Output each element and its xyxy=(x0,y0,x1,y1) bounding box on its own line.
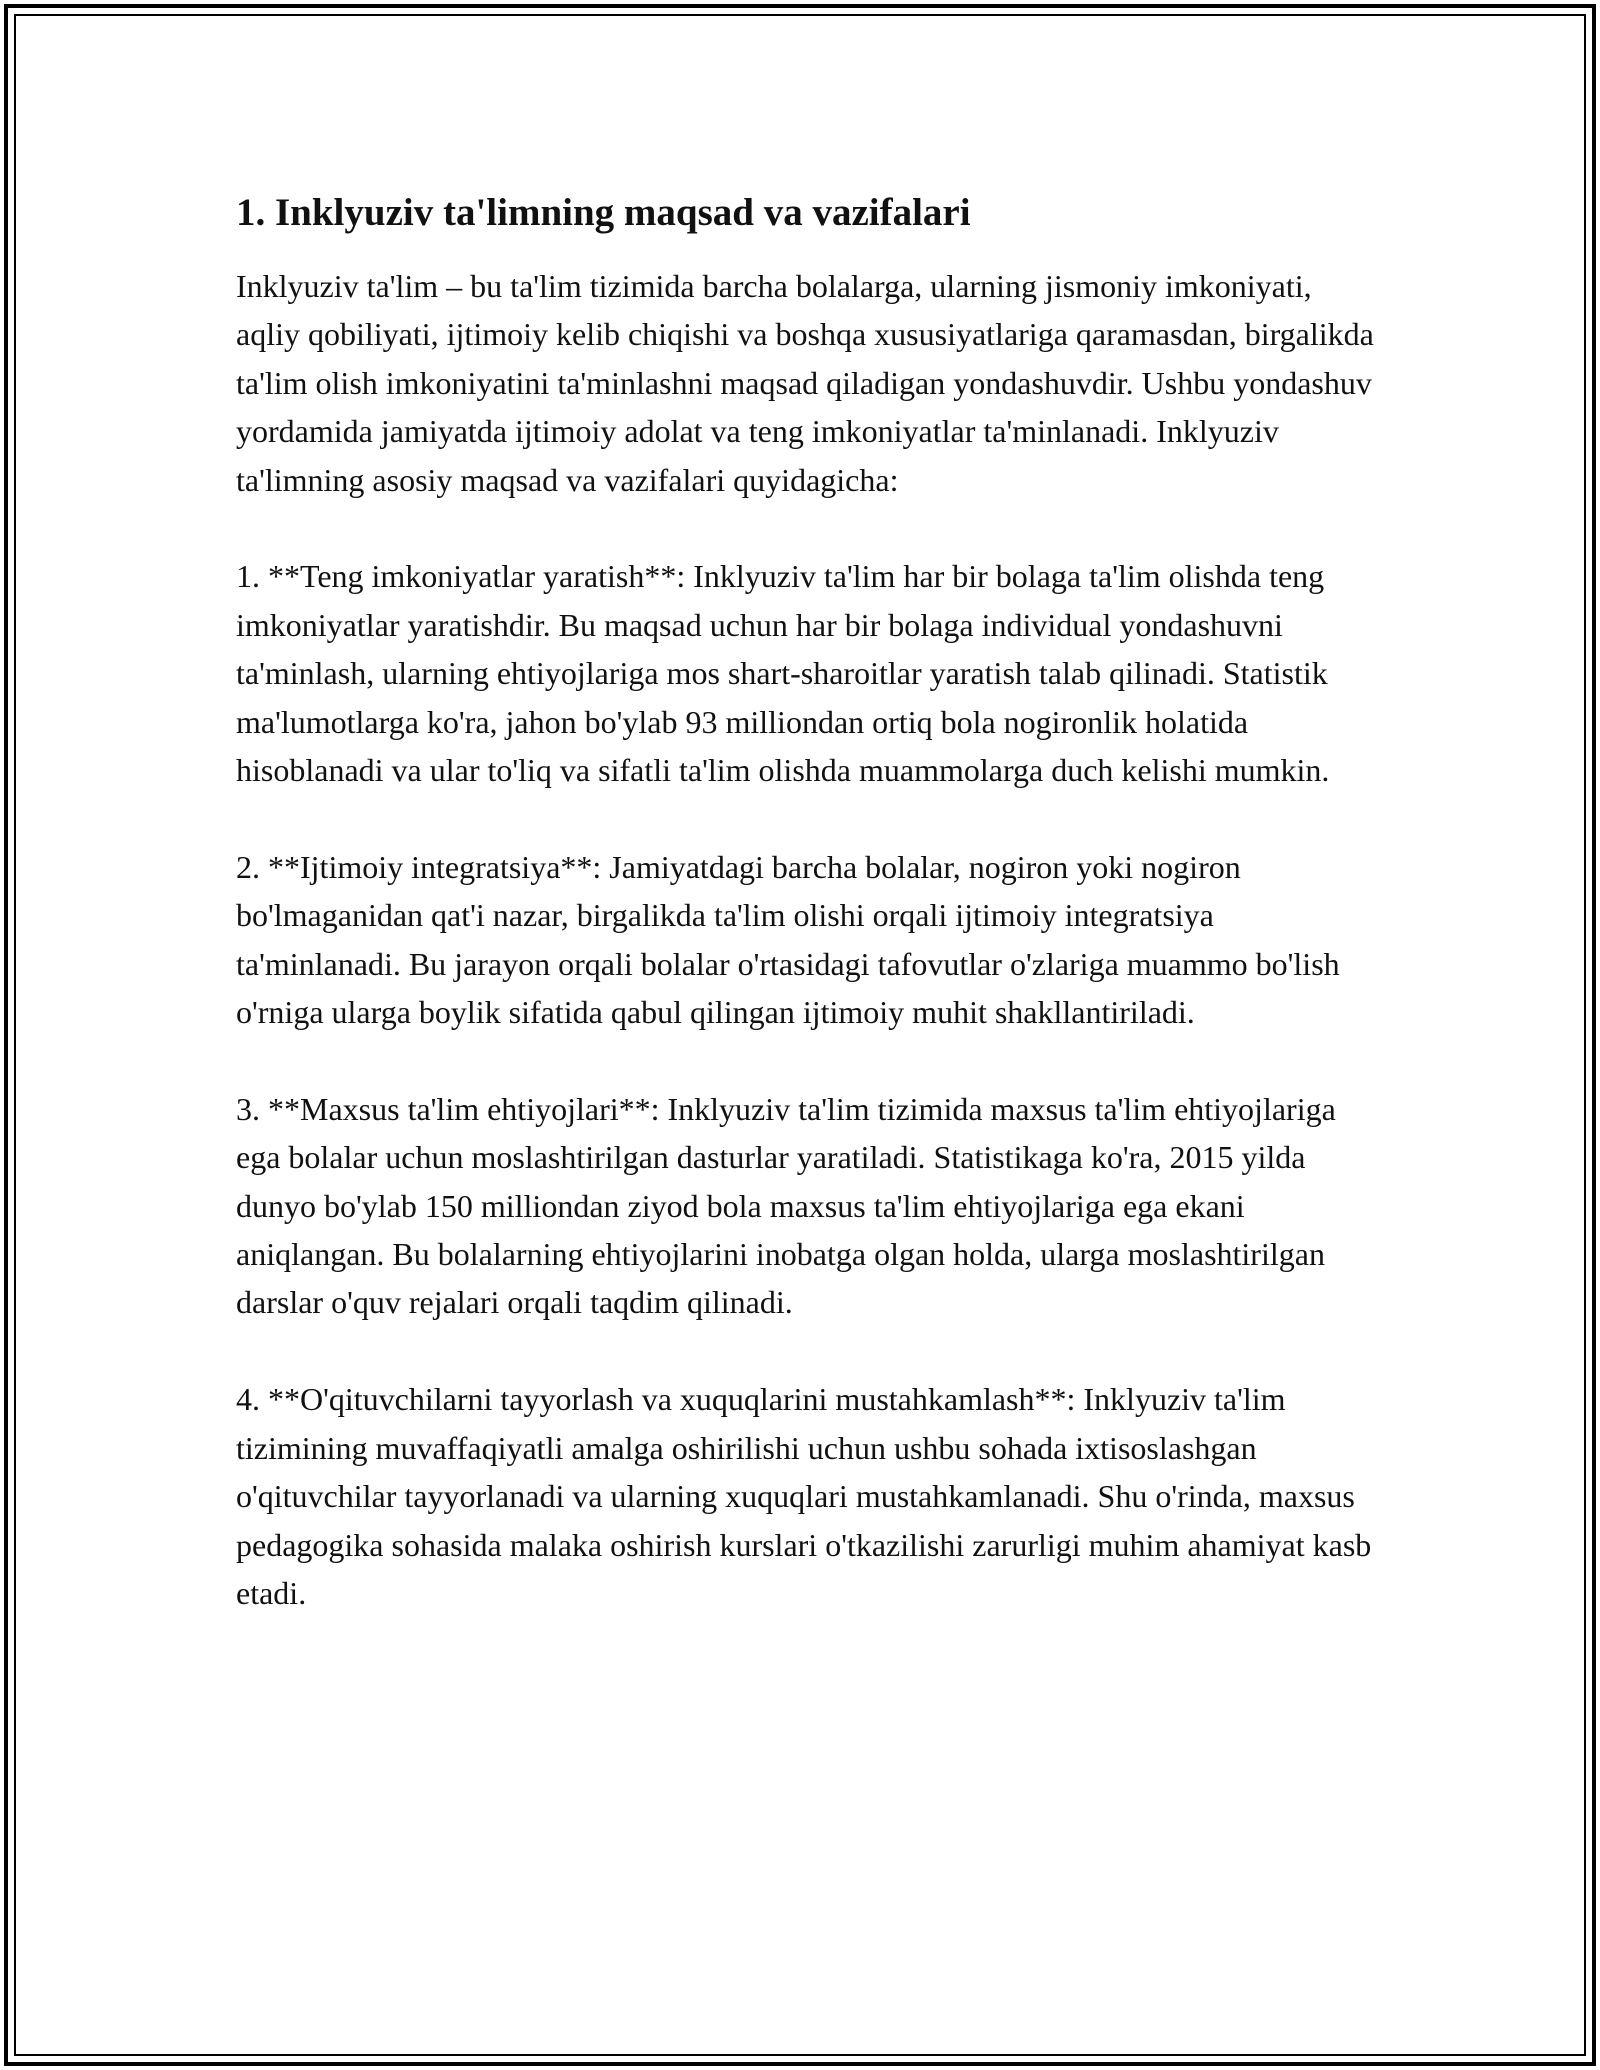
section-heading: 1. Inklyuziv ta'limning maqsad va vazifalari xyxy=(236,191,971,234)
list-item: 1. **Teng imkoniyatlar yaratish**: Inklyuziv ta'lim har bir bolaga ta'lim olishda teng imkoniyatlar yaratishdir. Bu maqsad uchun har bir bolaga individual yondashuvni ta'minlash, ularning ehtiyojlariga mos shart-sharoitlar yaratish talab qilinadi. Statistik ma'lumotlarga ko'ra, jahon bo'ylab 93 milliondan ortiq bola nogironlik holatida hisoblanadi va ular to'liq va sifatli ta'lim olishda muammolarga duch kelishi mumkin. xyxy=(236,558,1330,789)
list-item: 3. **Maxsus ta'lim ehtiyojlari**: Inklyuziv ta'lim tizimida maxsus ta'lim ehtiyojlariga ega bolalar uchun moslashtirilgan dasturlar yaratiladi. Statistikaga ko'ra, 2015 yilda dunyo bo'ylab 150 milliondan ziyod bola maxsus ta'lim ehtiyojlariga ega ekani aniqlangan. Bu bolalarning ehtiyojlarini inobatga olgan holda, ularga moslashtirilgan darslar o'quv rejalari orqali taqdim qilinadi. xyxy=(236,1090,1336,1321)
list-item: 2. **Ijtimoiy integratsiya**: Jamiyatdagi barcha bolalar, nogiron yoki nogiron bo'lmaganidan qat'i nazar, birgalikda ta'lim olishi orqali ijtimoiy integratsiya ta'minlanadi. Bu jarayon orqali bolalar o'rtasidagi tafovutlar o'zlariga muammo bo'lish o'rniga ularga boylik sifatida qabul qilingan ijtimoiy muhit shakllantiriladi. xyxy=(236,848,1340,1031)
document-body xyxy=(236,186,1376,1617)
intro-paragraph: Inklyuziv ta'lim – bu ta'lim tizimida barcha bolalarga, ularning jismoniy imkoniyati, aqliy qobiliyati, ijtimoiy kelib chiqishi va boshqa xususiyatlariga qaramasdan, birgalikda ta'lim olish imkoniyatini ta'minlashni maqsad qiladigan yondashuvdir. Ushbu yondashuv yordamida jamiyatda ijtimoiy adolat va teng imkoniyatlar ta'minlanadi. Inklyuziv ta'limning asosiy maqsad va vazifalari quyidagicha: xyxy=(236,268,1374,498)
list-item: 4. **O'qituvchilarni tayyorlash va xuquqlarini mustahkamlash**: Inklyuziv ta'lim tizimining muvaffaqiyatli amalga oshirilishi uchun ushbu sohada ixtisoslashgan o'qituvchilar tayyorlanadi va ularning xuquqlari mustahkamlanadi. Shu o'rinda, maxsus pedagogika sohasida malaka oshirish kurslari o'tkazilishi zarurligi muhim ahamiyat kasb etadi. xyxy=(236,1381,1372,1611)
